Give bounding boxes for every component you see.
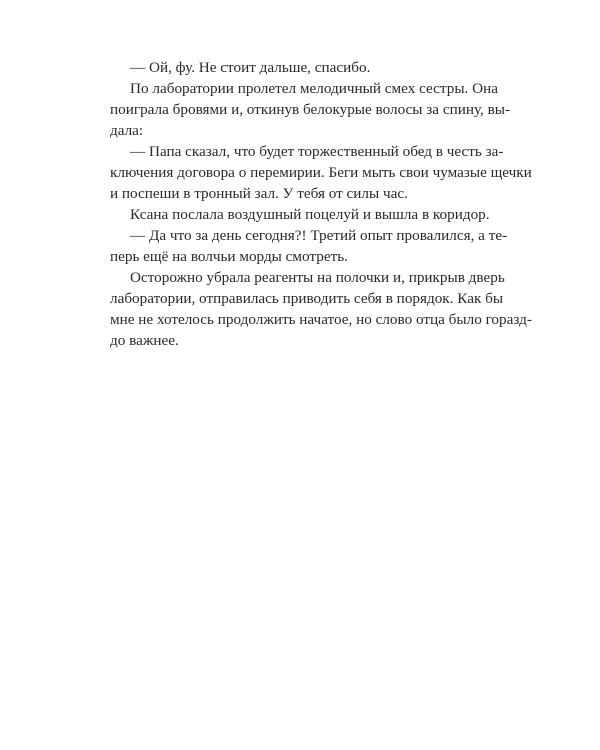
text-line: — Папа сказал, что будет торжественный обед в честь за- (130, 143, 504, 160)
text-line: дала: (110, 122, 144, 139)
text-line: — Ой, фу. Не стоит дальше, спасибо. (130, 59, 371, 76)
text-line: мне не хотелось продолжить начатое, но слово отца было горазд- (110, 311, 532, 328)
text-line: и поспеши в тронный зал. У тебя от силы час. (110, 185, 408, 202)
text-line: поиграла бровями и, откинув белокурые волосы за спину, вы- (110, 101, 511, 118)
text-line: По лаборатории пролетел мелодичный смех сестры. Она (130, 80, 498, 97)
text-line: Осторожно убрала реагенты на полочки и, прикрыв дверь (130, 269, 505, 286)
text-line: лаборатории, отправилась приводить себя в порядок. Как бы (110, 290, 504, 307)
body-text (110, 57, 532, 351)
text-line: Ксана послала воздушный поцелуй и вышла в коридор. (130, 206, 490, 223)
text-line: до важнее. (110, 332, 179, 349)
text-line: ключения договора о перемирии. Беги мыть свои чумазые щечки (110, 164, 532, 181)
text-line: перь ещё на волчьи морды смотреть. (110, 248, 348, 265)
text-line: — Да что за день сегодня?! Третий опыт провалился, а те- (130, 227, 508, 244)
